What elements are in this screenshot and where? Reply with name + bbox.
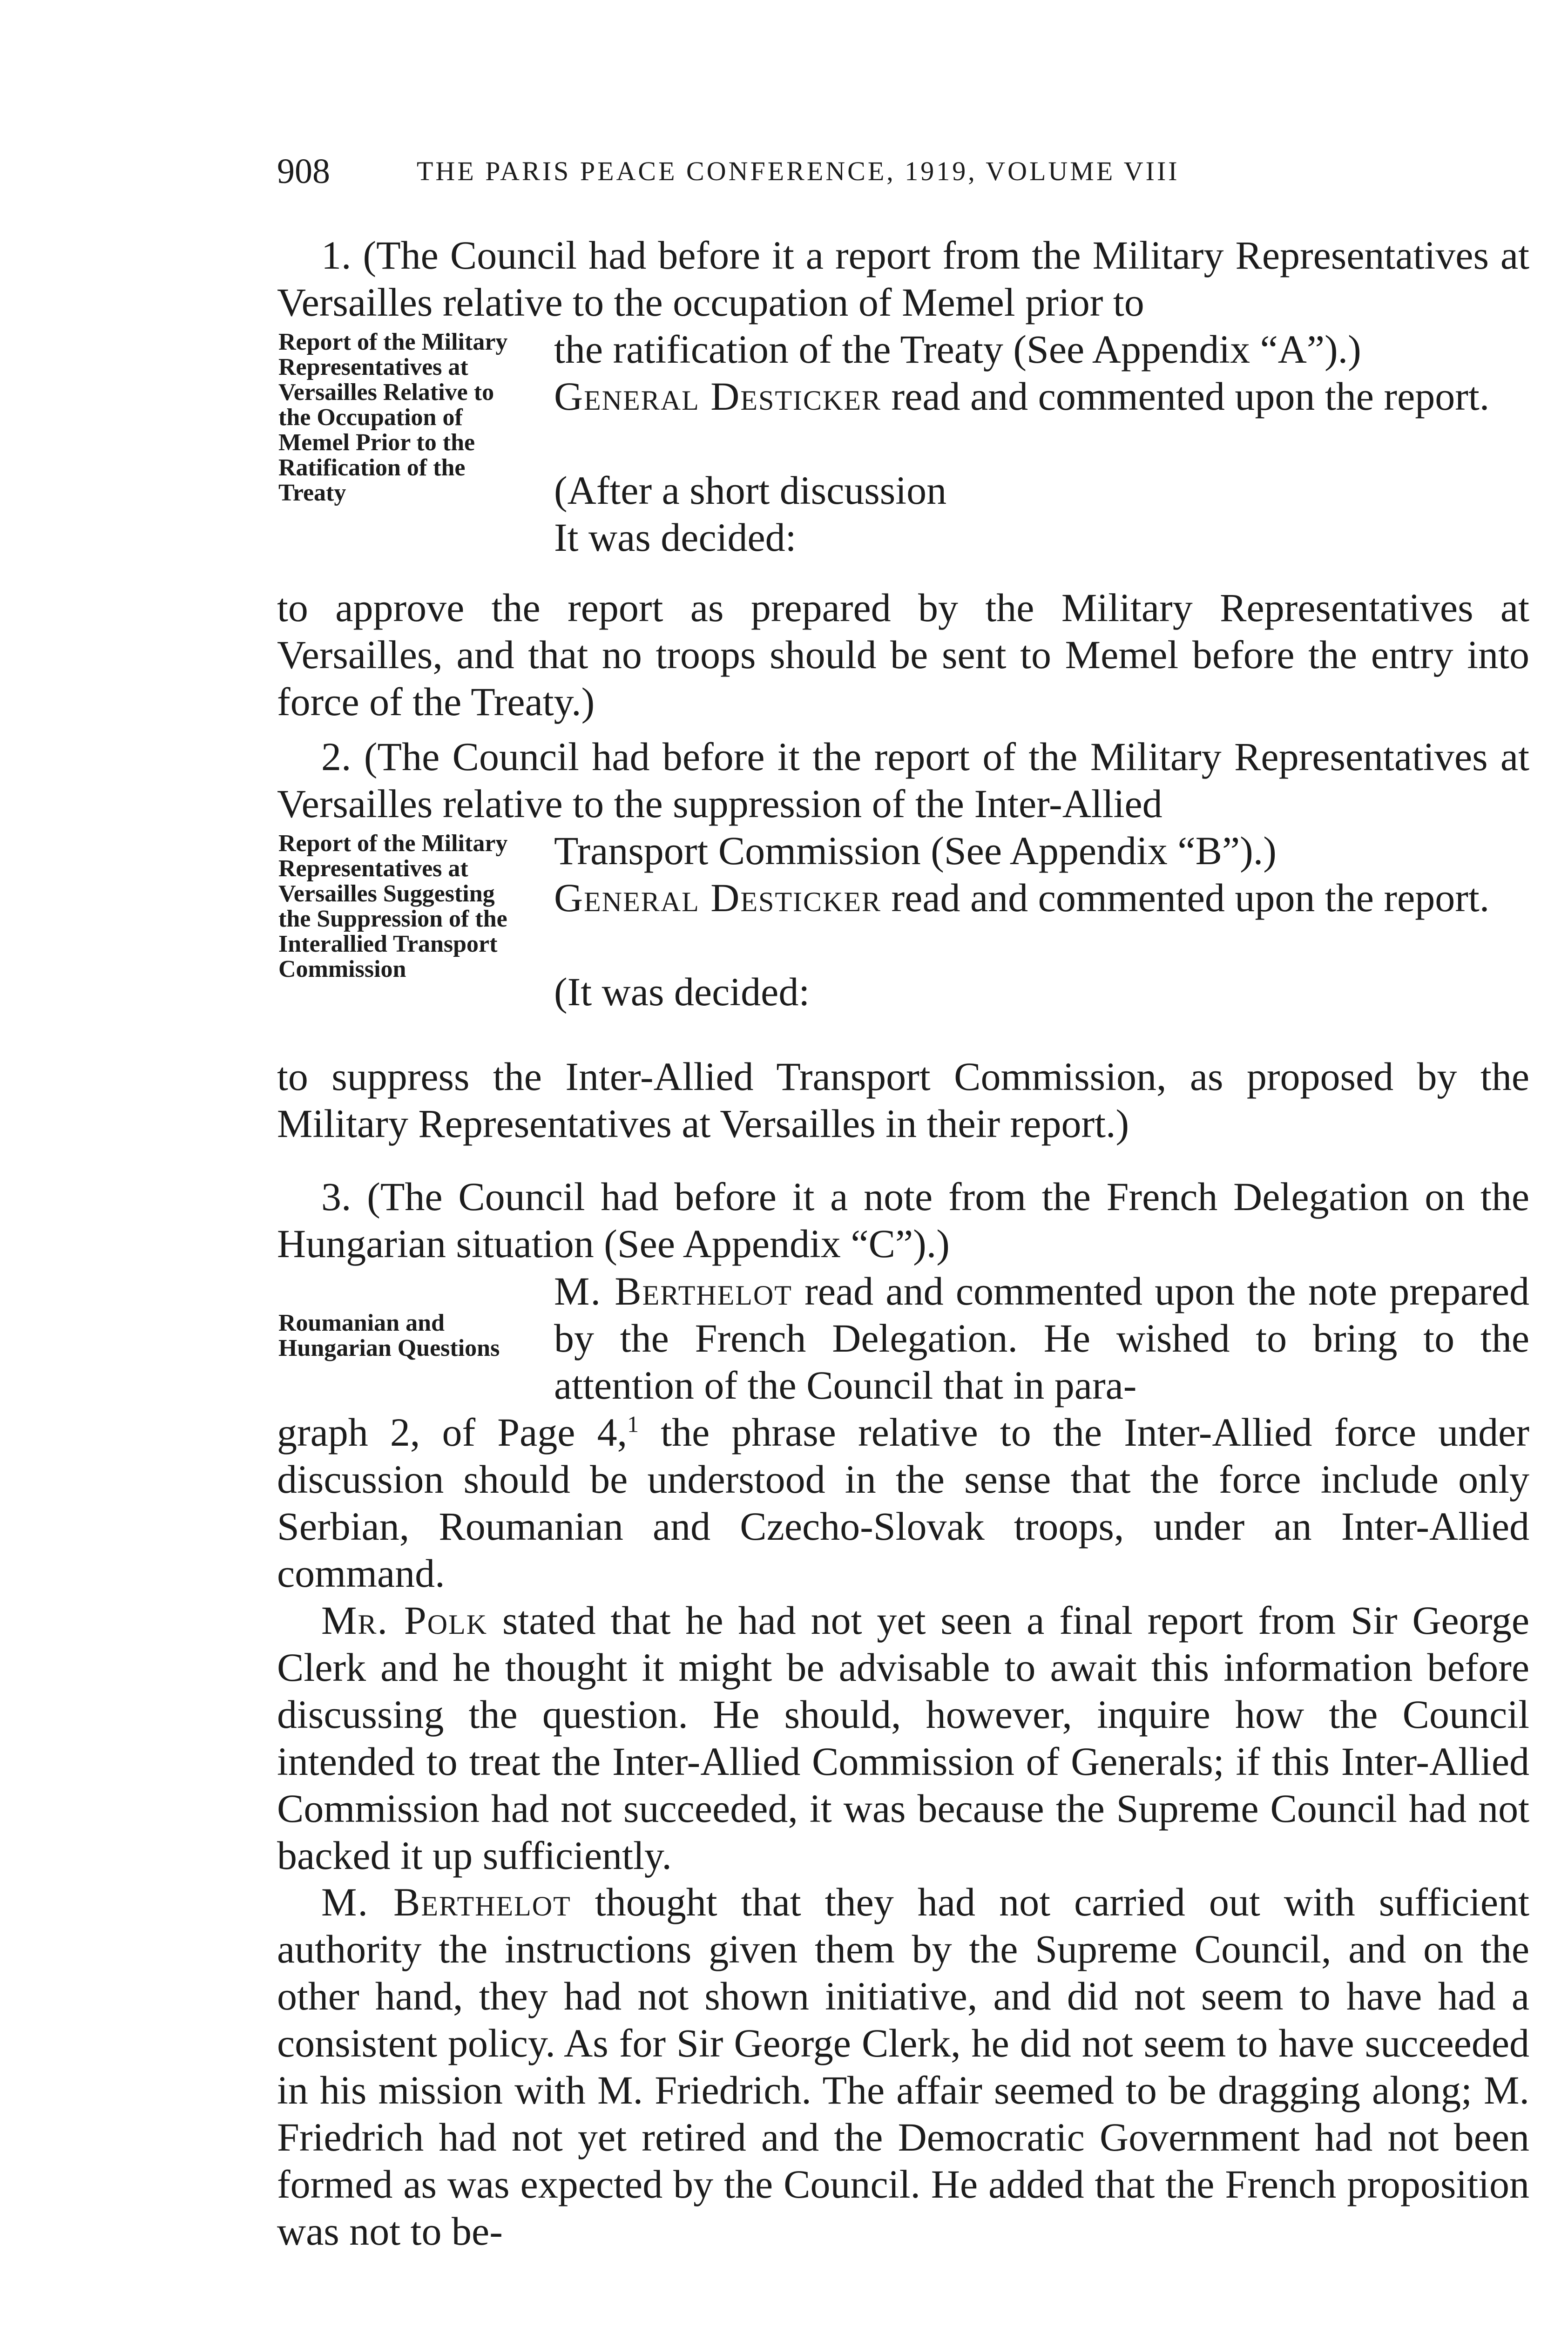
speaker-name: M. Berthelot (554, 1269, 792, 1313)
footnote-reference[interactable]: 1 (627, 1411, 639, 1437)
page-header (277, 148, 1534, 195)
section-2-intro: 2. (The Council had before it the report of the Military Representatives at Versailles relative to the suppression of the Inter-Allied (277, 734, 1529, 826)
section-3-sidenote: Roumanian and Hungarian Questions (278, 1310, 500, 1361)
speaker-name: General Desticker (554, 374, 882, 419)
section-3-berthelot-wrapped (554, 1268, 1529, 1409)
speaker-text: graph 2, of Page 4, (277, 1410, 628, 1455)
speaker-text: stated that he had not yet seen a final report from Sir George Clerk and he thought it might be advisable to await this information before discussing the question. He should, however, inquire how the Council intended to treat the Inter-Allied Commission of Generals; if this Inter-Allied Commission had not succeeded, it was because the Supreme Council had not backed it up sufficiently. (277, 1598, 1529, 1878)
section-2-resolution: to suppress the Inter-Allied Transport Commission, as proposed by the Military Representatives at Versailles in their report.) (277, 1054, 1529, 1146)
section-1-sidenote: Report of the Military Representatives at Versailles Relative to the Occupation of Memel Prior to the Ratification of the Treaty (278, 329, 508, 506)
section-3-polk-para (277, 1597, 1529, 1879)
page-number: 908 (277, 152, 330, 191)
section-1-discussion: (After a short discussion (554, 468, 947, 513)
speaker-text: read and commented upon the note prepared by the French Delegation. He wished to bring to the attention of the Council that in para- (554, 1269, 1529, 1408)
speaker-text: read and commented upon the report. (881, 374, 1490, 419)
speaker-text: read and commented upon the report. (881, 875, 1490, 920)
section-2-sidenote: Report of the Military Representatives at Versailles Suggesting the Suppression of the Interallied Transport Commission (278, 830, 508, 982)
speaker-name: General Desticker (554, 875, 882, 920)
speaker-name: Mr. Polk (321, 1598, 488, 1643)
speaker-text: the phrase relative to the Inter-Allied force under discussion should be understood in the sense that the force include only Serbian, Roumanian and Czecho-Slovak troops, under an Inter-Allied command. (277, 1410, 1529, 1596)
section-1-decided: It was decided: (554, 515, 797, 560)
section-3-intro: 3. (The Council had before it a note from the French Delegation on the Hungarian situation (See Appendix “C”).) (277, 1174, 1529, 1266)
section-2-speaker-para (554, 874, 1529, 921)
speaker-name: M. Berthelot (321, 1880, 571, 1924)
section-3-berthelot-para (277, 1879, 1529, 2255)
speaker-text: thought that they had not carried out with sufficient authority the instructions given them by the Supreme Council, and on the other hand, they had not shown initiative, and did not seem to have had a consistent policy. As for Sir George Clerk, he did not seem to have succeeded in his mission with M. Friedrich. The affair seemed to be dragging along; M. Friedrich had not yet retired and the Democratic Government had not been formed as was expected by the Council. He added that the French proposition was not to be- (277, 1880, 1529, 2254)
section-1-resolution: to approve the report as prepared by the Military Representatives at Versailles, and that no troops should be sent to Memel before the entry into force of the Treaty.) (277, 585, 1529, 724)
section-2-decided: (It was decided: (554, 969, 810, 1014)
section-3-berthelot-cont (277, 1409, 1529, 1597)
section-2-intro-cont: Transport Commission (See Appendix “B”).) (554, 828, 1277, 873)
section-1-intro-cont: the ratification of the Treaty (See Appendix “A”).) (554, 327, 1361, 372)
running-head: THE PARIS PEACE CONFERENCE, 1919, VOLUME VIII (417, 156, 1180, 186)
section-1-intro: 1. (The Council had before it a report from the Military Representatives at Versailles relative to the occupation of Memel prior to (277, 233, 1529, 325)
section-1-speaker-para (554, 373, 1529, 420)
